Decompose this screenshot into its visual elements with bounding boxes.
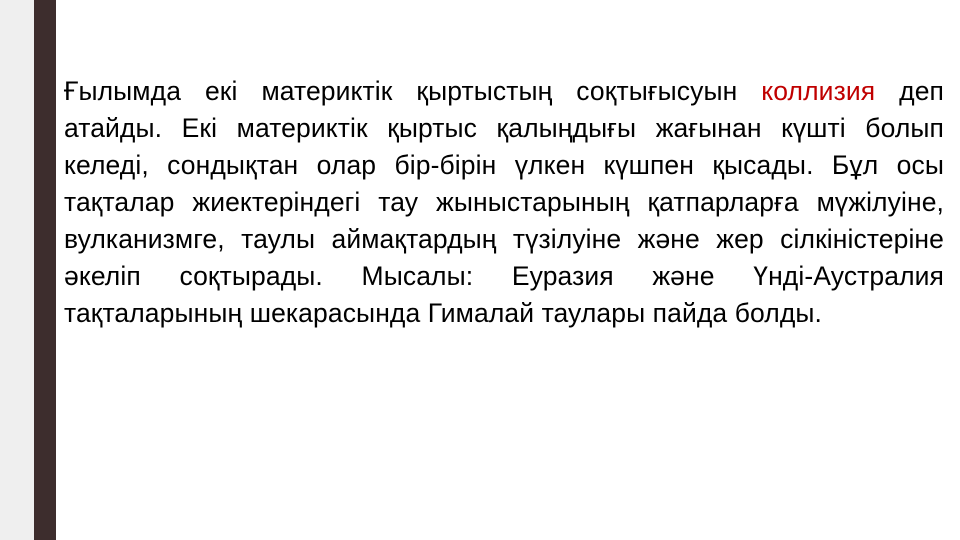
- paragraph-part-2: деп атайды. Екі материктік қыртыс қалыңдығы жағынан күшті болып келеді, сондықтан олар бір-бірін үлкен күшпен қысады. Бұл осы тақталар жиектеріндегі тау жыныстарының қатпарларға мүжілуіне, вулканизмге, таулы аймақтардың түзілуіне және жер сілкіністеріне әкеліп соқтырады. Мысалы: Еуразия және Үнді-Аустралия тақталарының шекарасында Гималай таулары пайда болды.: [64, 75, 944, 329]
- paragraph-part-1: Ғылымда екі материктік қыртыстың соқтығысуын: [64, 75, 762, 106]
- left-decor-bar-outer: [0, 0, 34, 540]
- left-decor-bar-inner: [34, 0, 56, 540]
- body-paragraph: [64, 73, 944, 333]
- slide-content: [64, 46, 944, 359]
- highlighted-term: коллизия: [761, 75, 876, 106]
